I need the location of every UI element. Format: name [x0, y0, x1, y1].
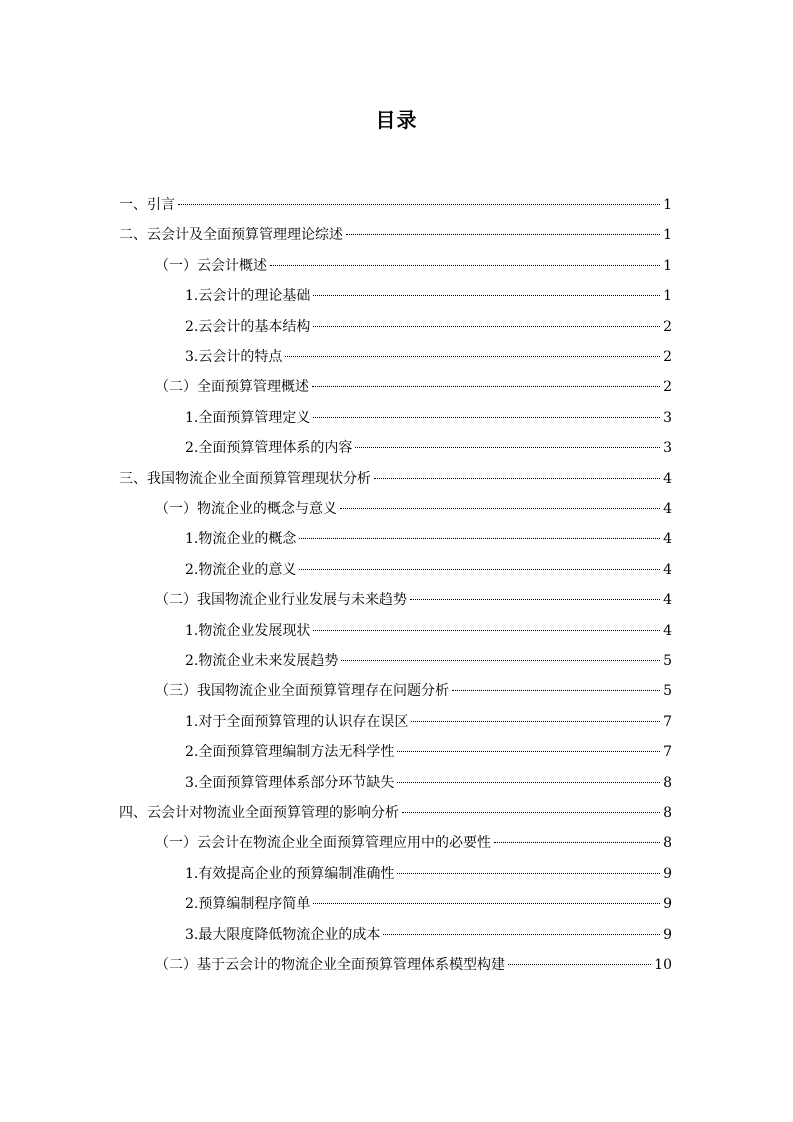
toc-entry-text: 1.对于全面预算管理的认识存在误区 — [185, 713, 409, 730]
toc-entry[interactable] — [185, 649, 672, 673]
toc-entry-text: 二、云会计及全面预算管理理论综述 — [119, 227, 343, 244]
toc-leader-dots — [397, 873, 660, 874]
toc-page-number: 8 — [663, 774, 672, 791]
toc-leader-dots — [452, 690, 660, 691]
toc-entry[interactable] — [185, 923, 672, 947]
toc-page-number: 9 — [663, 926, 672, 943]
toc-entry-text: （三）我国物流企业全面预算管理存在问题分析 — [155, 683, 449, 700]
toc-entry-text: 1.物流企业发展现状 — [185, 622, 311, 639]
toc-entry-text: （一）云会计概述 — [155, 257, 267, 274]
toc-entry[interactable] — [185, 862, 672, 886]
toc-entry[interactable] — [155, 679, 672, 703]
toc-leader-dots — [313, 630, 660, 631]
toc-entry-text: 2.物流企业未来发展趋势 — [185, 653, 339, 669]
toc-page-number: 1 — [663, 288, 672, 305]
toc-entry-text: 2.全面预算管理编制方法无科学性 — [185, 744, 395, 761]
toc-entry-text: 1.物流企业的概念 — [185, 531, 297, 548]
toc-leader-dots — [355, 447, 660, 448]
toc-leader-dots — [340, 508, 660, 509]
toc-entry[interactable] — [185, 527, 672, 551]
toc-entry-text: 3.最大限度降低物流企业的成本 — [185, 926, 381, 943]
toc-entry-text: （二）全面预算管理概述 — [155, 379, 309, 396]
toc-leader-dots — [313, 417, 660, 418]
toc-entry-text: （二）基于云会计的物流企业全面预算管理体系模型构建 — [155, 957, 505, 973]
toc-leader-dots — [494, 842, 660, 843]
toc-page-number: 2 — [663, 349, 672, 365]
toc-leader-dots — [397, 751, 660, 752]
toc-page-number: 8 — [663, 835, 672, 852]
toc-entry[interactable] — [185, 710, 672, 734]
toc-leader-dots — [397, 782, 660, 783]
toc-page-number: 10 — [654, 957, 672, 973]
toc-leader-dots — [313, 903, 660, 904]
toc-entry-text: 2.云会计的基本结构 — [185, 318, 311, 335]
toc-leader-dots — [411, 721, 660, 722]
toc-entry[interactable] — [155, 953, 672, 977]
toc-entry[interactable] — [155, 497, 672, 521]
toc-page-number: 3 — [663, 440, 672, 457]
toc-entry-text: （一）物流企业的概念与意义 — [155, 501, 337, 517]
toc-page-number: 9 — [663, 896, 672, 913]
toc-leader-dots — [402, 812, 660, 813]
toc-entry-text: 1.全面预算管理定义 — [185, 409, 311, 426]
toc-entry-text: 3.全面预算管理体系部分环节缺失 — [185, 774, 395, 791]
toc-entry[interactable] — [185, 345, 672, 369]
toc-entry-text: （二）我国物流企业行业发展与未来趋势 — [155, 592, 407, 609]
toc-entry-text: 三、我国物流企业全面预算管理现状分析 — [119, 470, 371, 487]
toc-entry-text: 3.云会计的特点 — [185, 349, 283, 365]
toc-entry[interactable] — [185, 619, 672, 643]
toc-page-number: 4 — [663, 501, 672, 517]
toc-entry[interactable] — [185, 436, 672, 460]
toc-leader-dots — [374, 478, 660, 479]
toc-page-number: 4 — [663, 622, 672, 639]
toc-entry[interactable] — [185, 406, 672, 430]
toc-page-number: 8 — [663, 805, 672, 821]
toc-page-number: 1 — [663, 227, 672, 244]
toc-leader-dots — [346, 234, 660, 235]
toc-leader-dots — [299, 569, 660, 570]
toc-entry-text: 一、引言 — [119, 197, 175, 213]
toc-leader-dots — [341, 660, 660, 661]
toc-leader-dots — [299, 538, 660, 539]
toc-page-number: 9 — [663, 865, 672, 882]
toc-entry-text: 1.云会计的理论基础 — [185, 288, 311, 305]
toc-page-number: 4 — [663, 561, 672, 578]
toc-entry[interactable] — [119, 223, 672, 247]
toc-entry-text: 2.物流企业的意义 — [185, 561, 297, 578]
toc-entry[interactable] — [185, 315, 672, 339]
toc-entry[interactable] — [155, 375, 672, 399]
page-title: 目录 — [375, 108, 418, 132]
toc-page-number: 3 — [663, 409, 672, 426]
toc-entry[interactable] — [155, 831, 672, 855]
toc-entry-text: 2.全面预算管理体系的内容 — [185, 440, 353, 457]
toc-entry[interactable] — [155, 254, 672, 278]
toc-entry-text: （一）云会计在物流企业全面预算管理应用中的必要性 — [155, 835, 491, 852]
toc-page-number: 4 — [663, 470, 672, 487]
toc-page-number: 4 — [663, 531, 672, 548]
toc-page-number: 1 — [663, 197, 672, 213]
toc-entry-text: 1.有效提高企业的预算编制准确性 — [185, 865, 395, 882]
toc-page-number: 5 — [663, 653, 672, 669]
toc-page-number: 4 — [663, 592, 672, 609]
toc-entry[interactable] — [119, 193, 672, 217]
toc-leader-dots — [313, 326, 660, 327]
toc-page-number: 2 — [663, 318, 672, 335]
toc-leader-dots — [383, 934, 660, 935]
toc-leader-dots — [312, 386, 660, 387]
toc-leader-dots — [178, 204, 660, 205]
toc-leader-dots — [313, 295, 660, 296]
toc-entry[interactable] — [185, 892, 672, 916]
toc-page-number: 7 — [663, 744, 672, 761]
toc-entry[interactable] — [185, 771, 672, 795]
toc-page-number: 1 — [663, 257, 672, 274]
toc-entry[interactable] — [155, 588, 672, 612]
toc-entry[interactable] — [185, 284, 672, 308]
toc-entry[interactable] — [185, 558, 672, 582]
toc-leader-dots — [285, 356, 660, 357]
toc-entry[interactable] — [119, 467, 672, 491]
toc-entry[interactable] — [119, 801, 672, 825]
toc-entry[interactable] — [185, 740, 672, 764]
toc-page-number: 2 — [663, 379, 672, 396]
toc-page-number: 7 — [663, 713, 672, 730]
toc-entry-text: 2.预算编制程序简单 — [185, 896, 311, 913]
toc-leader-dots — [410, 599, 660, 600]
toc-leader-dots — [508, 964, 651, 965]
toc-page-number: 5 — [663, 683, 672, 700]
toc-leader-dots — [270, 265, 660, 266]
toc-entry-text: 四、云会计对物流业全面预算管理的影响分析 — [119, 805, 399, 821]
